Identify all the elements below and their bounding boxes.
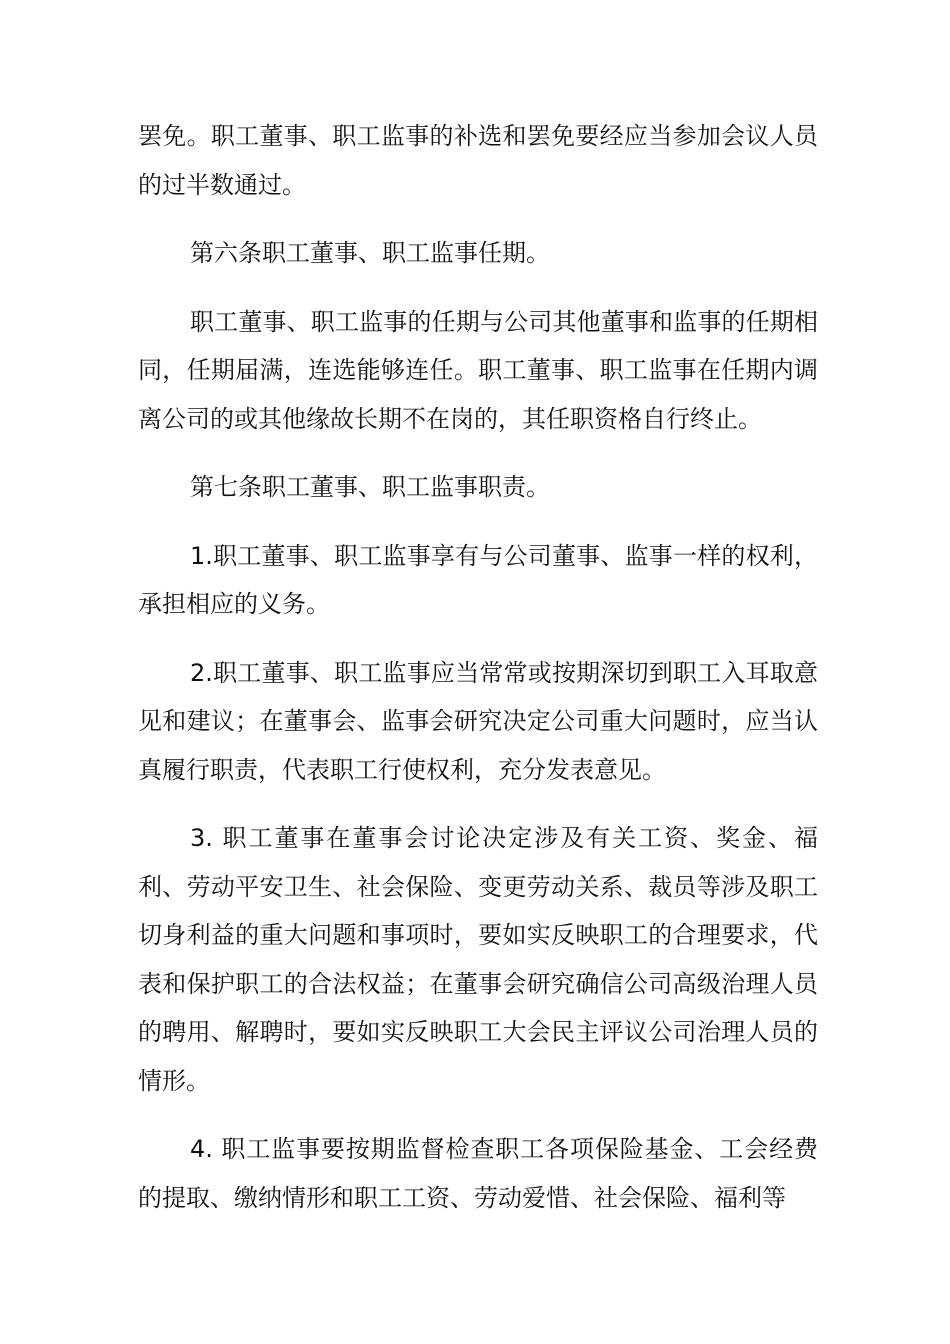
- document-body: [138, 112, 818, 1242]
- article-six-heading: 第六条职工董事、职工监事任期。: [190, 239, 550, 267]
- article-seven-item-2: 2.职工董事、职工监事应当常常或按期深切到职工入耳取意见和建议；在董事会、监事会研究决定公司重大问题时，应当认真履行职责，代表职工行使权利，充分发表意见。: [138, 658, 818, 784]
- article-seven-item-3: 3. 职工董事在董事会讨论决定涉及有关工资、奖金、福利、劳动平安卫生、社会保险、变更劳动关系、裁员等涉及职工切身利益的重大问题和事项时，要如实反映职工的合理要求，代表和保护职工的合法权益；在董事会研究确信公司高级治理人员的聘用、解聘时，要如实反映职工大会民主评议公司治理人员的情形。: [138, 824, 818, 1095]
- article-six-body: 职工董事、职工监事的任期与公司其他董事和监事的任期相同，任期届满，连选能够连任。职工董事、职工监事在任期内调离公司的或其他缘故长期不在岗的，其任职资格自行终止。: [138, 307, 818, 433]
- article-seven-heading: 第七条职工董事、职工监事职责。: [190, 473, 550, 501]
- paragraph-continuation: 罢免。职工董事、职工监事的补选和罢免要经应当参加会议人员的过半数通过。: [138, 122, 818, 199]
- article-seven-item-1: 1.职工董事、职工监事享有与公司董事、监事一样的权利，承担相应的义务。: [138, 541, 818, 618]
- article-seven-item-4: 4. 职工监事要按期监督检查职工各项保险基金、工会经费的提取、缴纳情形和职工工资、劳动爱惜、社会保险、福利等: [138, 1135, 818, 1212]
